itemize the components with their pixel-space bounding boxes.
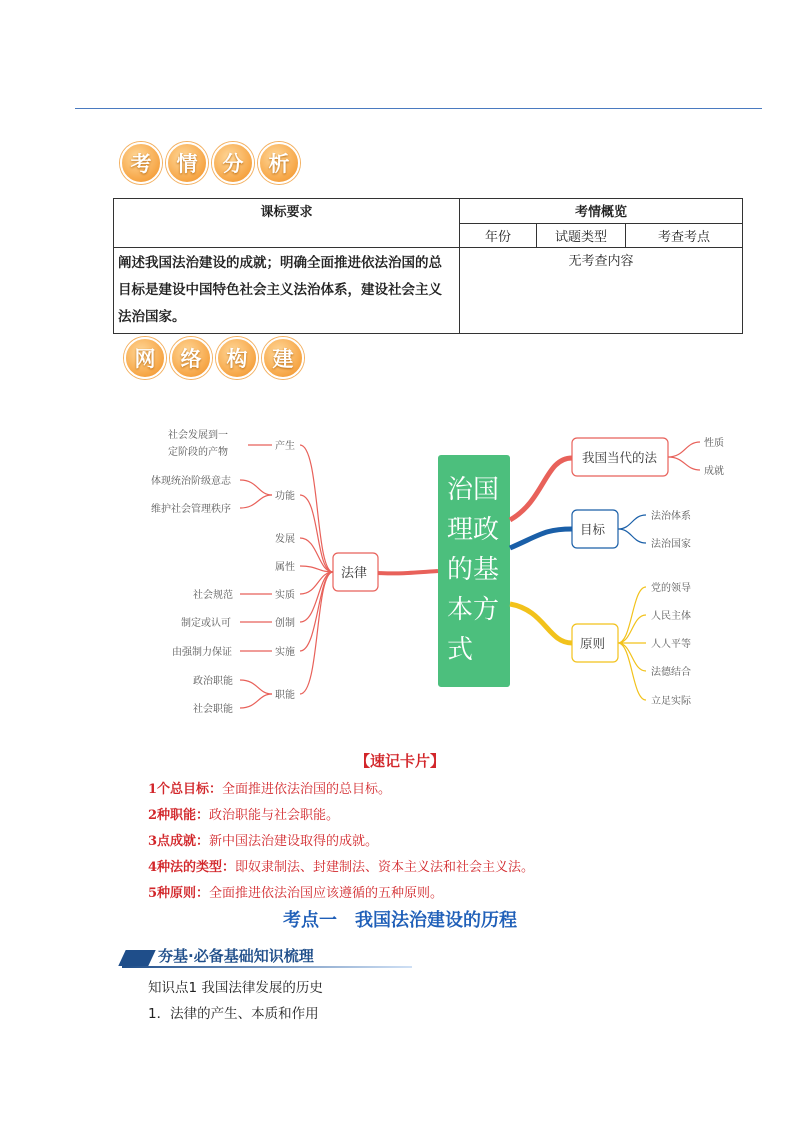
card-key: 3点成就： — [148, 834, 210, 849]
right-leaf: 人民主体 — [651, 611, 691, 622]
branch-right-blue — [510, 529, 572, 548]
left-leaf: 维护社会管理秩序 — [151, 504, 231, 515]
banner-char: 情 — [166, 142, 208, 184]
col-header-overview: 考情概览 — [460, 199, 743, 224]
section-title: 夯基·必备基础知识梳理 — [158, 947, 314, 965]
knowledge-item: 1．法律的产生、本质和作用 — [148, 1006, 319, 1022]
left-node: 实质 — [275, 590, 295, 601]
overview-text: 无考查内容 — [460, 248, 743, 334]
banner-char: 构 — [216, 337, 258, 379]
kaodian-heading: 考点一 我国法治建设的历程 — [283, 910, 517, 931]
right-leaf: 人人平等 — [651, 639, 691, 650]
card-key: 5种原则： — [148, 886, 210, 901]
banner-char: 考 — [120, 142, 162, 184]
banner-char: 分 — [212, 142, 254, 184]
hub-contemporary-law: 我国当代的法 — [582, 450, 658, 465]
quick-card-line — [148, 804, 339, 823]
branch-right-red — [510, 458, 572, 520]
hub-principle: 原则 — [580, 636, 606, 651]
branch-left — [378, 571, 438, 573]
right-leaf: 法德结合 — [651, 667, 691, 678]
quick-card-line — [148, 856, 534, 875]
hub-law: 法律 — [341, 566, 368, 581]
banner-char: 析 — [258, 142, 300, 184]
col-header-requirement: 课标要求 — [114, 199, 460, 248]
quick-card-line — [148, 882, 443, 901]
mindmap-center-line: 治国 — [447, 475, 500, 505]
mindmap-center-line: 理政 — [447, 515, 500, 545]
hub-goal: 目标 — [580, 522, 606, 537]
banner-char: 络 — [170, 337, 212, 379]
quick-card-line — [148, 830, 378, 849]
right-leaf: 立足实际 — [651, 696, 691, 707]
card-value: 新中国法治建设取得的成就。 — [209, 834, 379, 849]
quick-card-line — [148, 778, 391, 797]
right-leaf: 党的领导 — [651, 583, 691, 594]
branch-right-yellow — [510, 604, 572, 643]
left-node: 创制 — [275, 618, 295, 629]
mindmap-center-line: 本方 — [447, 595, 500, 625]
left-node: 功能 — [275, 491, 295, 502]
section-heading — [122, 944, 422, 970]
left-leaf: 体现统治阶级意志 — [151, 476, 231, 487]
card-key: 2种职能： — [148, 808, 210, 823]
col-header-year: 年份 — [460, 224, 537, 248]
left-leaf: 由强制力保证 — [172, 647, 232, 658]
card-key: 4种法的类型： — [148, 860, 236, 875]
card-value: 全面推进依法治国应该遵循的五种原则。 — [209, 886, 444, 901]
left-node: 属性 — [275, 562, 295, 573]
section-underline — [122, 966, 412, 968]
right-leaf: 法治国家 — [651, 539, 691, 550]
card-value: 即奴隶制法、封建制法、资本主义法和社会主义法。 — [235, 860, 535, 875]
left-leaf: 社会规范 — [193, 590, 233, 601]
right-leaf: 法治体系 — [651, 511, 691, 522]
card-key: 1个总目标： — [148, 782, 223, 797]
right-leaf: 成就 — [704, 466, 724, 477]
left-leaf: 社会职能 — [193, 704, 233, 715]
col-header-point: 考查考点 — [626, 224, 743, 248]
left-leaf: 社会发展到一 — [168, 430, 228, 441]
col-header-type: 试题类型 — [537, 224, 626, 248]
banner-char: 网 — [124, 337, 166, 379]
mindmap-center-line: 的基 — [447, 555, 500, 585]
section-marker — [118, 950, 155, 966]
left-node: 产生 — [275, 441, 295, 452]
left-leaf: 制定或认可 — [181, 618, 231, 629]
knowledge-point-title: 知识点1 我国法律发展的历史 — [148, 980, 323, 996]
card-value: 全面推进依法治国的总目标。 — [222, 782, 392, 797]
banner-char: 建 — [262, 337, 304, 379]
card-value: 政治职能与社会职能。 — [209, 808, 340, 823]
left-node: 发展 — [275, 534, 295, 545]
right-leaf: 性质 — [704, 438, 724, 449]
mindmap-center-line: 式 — [447, 635, 474, 665]
left-leaf: 定阶段的产物 — [168, 447, 228, 458]
left-node: 实施 — [275, 647, 295, 658]
requirement-text: 阐述我国法治建设的成就；明确全面推进依法治国的总目标是建设中国特色社会主义法治体系，建设社会主义法治国家。 — [114, 248, 460, 334]
left-leaf: 政治职能 — [193, 676, 233, 687]
quick-card-title: 【速记卡片】 — [354, 752, 445, 770]
left-node: 职能 — [275, 690, 295, 701]
